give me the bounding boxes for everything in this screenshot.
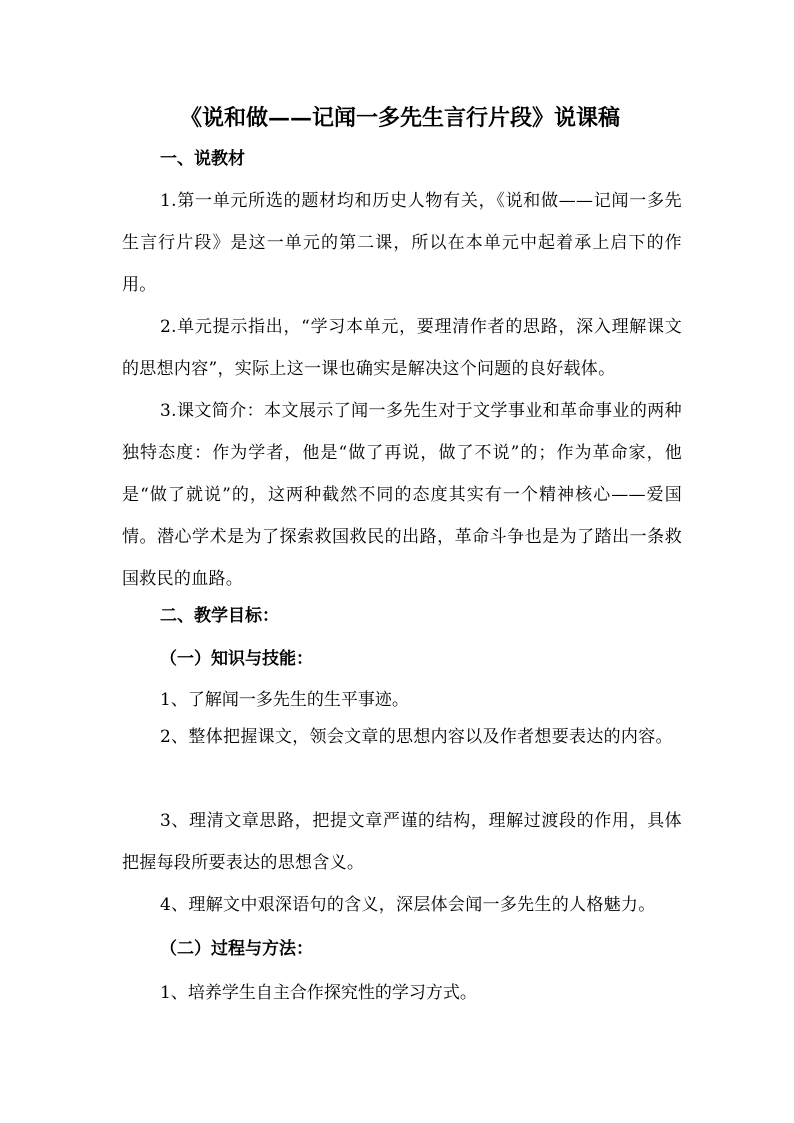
subsection-heading-process-methods: （二）过程与方法： — [160, 939, 313, 959]
goal-item-1: 1、了解闻一多先生的生平事迹。 — [160, 690, 409, 710]
paragraph-unit-topic: 1.第一单元所选的题材均和历史人物有关，《说和做——记闻一多先生言行片段》是这一单元的第二课，所以在本单元中起着承上启下的作用。 — [122, 191, 682, 295]
method-item-1: 1、培养学生自主合作探究性的学习方式。 — [160, 983, 477, 1003]
section-heading-teaching-goals: 二、教学目标： — [160, 606, 279, 626]
goal-item-4: 4、理解文中艰深语句的含义，深层体会闻一多先生的人格魅力。 — [160, 895, 656, 915]
goal-item-3: 3、理清文章思路，把提文章严谨的结构，理解过渡段的作用，具体把握每段所要表达的思想含义。 — [122, 811, 682, 873]
document-title: 《说和做——记闻一多先生言行片段》说课稿 — [179, 105, 620, 131]
goal-item-2: 2、整体把握课文，领会文章的思想内容以及作者想要表达的内容。 — [160, 727, 673, 747]
section-heading-teaching-material: 一、说教材 — [160, 149, 245, 169]
subsection-heading-knowledge-skills: （一）知识与技能： — [160, 649, 313, 669]
paragraph-text-intro: 3.课文简介：本文展示了闻一多先生对于文学事业和革命事业的两种独特态度：作为学者，他是“做了再说，做了不说”的；作为革命家，他是“做了就说”的，这两种截然不同的态度其实有一个精神核心——爱国情。潜心学术是为了探索救国救民的出路，革命斗争也是为了踏出一条救国救民的血路。 — [122, 401, 682, 589]
paragraph-unit-hint: 2.单元提示指出，“学习本单元，要理清作者的思路，深入理解课文的思想内容”，实际上这一课也确实是解决这个问题的良好载体。 — [122, 317, 682, 379]
